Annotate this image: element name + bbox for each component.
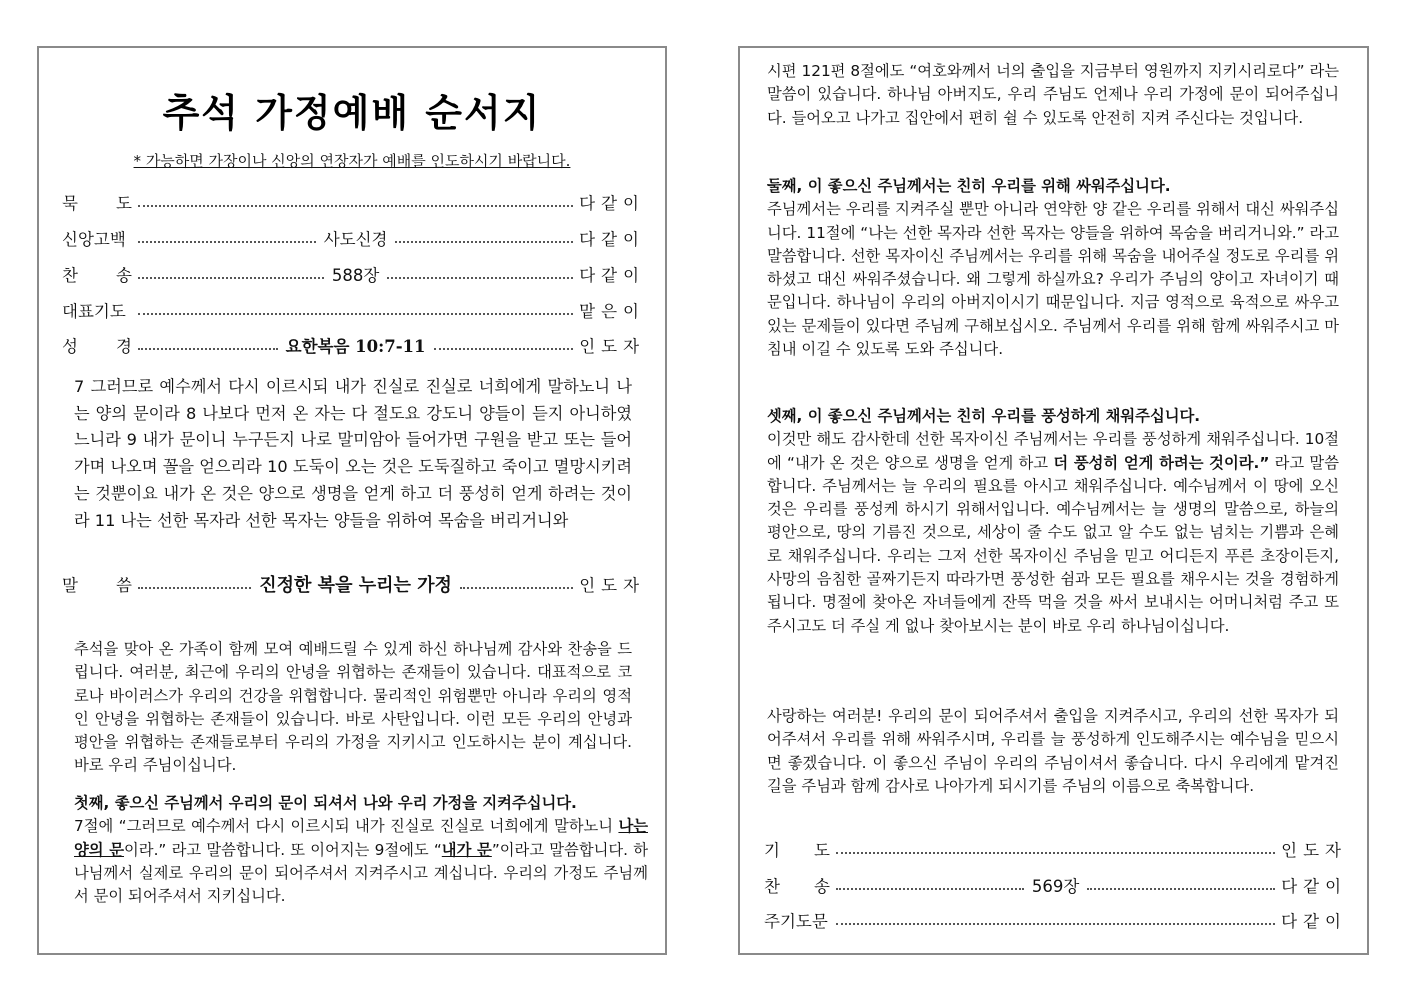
order-row-closing-hymn [764, 876, 1348, 898]
order-leader: 다같이 [579, 266, 646, 285]
instruction-note: * 가능하면 가장이나 신앙의 연장자가 예배를 인도하시기 바랍니다. [133, 152, 571, 170]
point-heading: 둘째, 이 좋으신 주님께서는 친히 우리를 위해 싸워주십니다. [767, 177, 1171, 195]
order-row-scripture [62, 336, 646, 358]
leader-dots [387, 277, 573, 279]
order-label: 찬 송 [764, 877, 830, 896]
leader-dots [434, 348, 574, 350]
order-label: 대표기도 [62, 302, 126, 321]
sermon-point-first: 첫째, 좋으신 주님께서 우리의 문이 되셔서 나와 우리 가정을 지켜주십니다. 7절에 “그러므로 예수께서 다시 이르시되 내가 진실로 진실로 너희에게 말하노니 나는 양의 문이라.” 라고 말씀합니다. 또 이어지는 9절에도 “내가 문”이라고 말씀합니다. 하나님께서 실제로 우리의 문이 되어주셔서 지켜주시고 계십니다. 우리의 가정도 주님께서 문이 되어주셔서 지키십니다. [74, 794, 649, 906]
order-label: 기 도 [764, 841, 830, 860]
order-row-creed [62, 229, 645, 251]
order-leader: 인도자 [1281, 841, 1347, 860]
leader-dots [138, 313, 573, 315]
scripture-text: 7 그러므로 예수께서 다시 이르시되 내가 진실로 진실로 너희에게 말하노니 나는 양의 문이라 8 나보다 먼저 온 자는 다 절도요 강도니 양들이 듣지 아니하였느니라 9 내가 문이니 누구든지 나로 말미암아 들어가면 구원을 받고 또는 들어가며 나오며 꼴을 얻으리라 10 도둑이 오는 것은 도둑질하고 죽이고 멸망시키려는 것뿐이요 내가 온 것은 양으로 생명을 얻게 하고 더 풍성히 얻게 하려는 것이라 11 나는 선한 목자라 선한 목자는 양들을 위하여 목숨을 버리거니와 [74, 377, 632, 530]
order-row-silent-prayer [62, 193, 645, 215]
order-label: 신앙고백 [62, 230, 126, 249]
order-row-representative-prayer [62, 301, 645, 323]
sermon-point-second: 둘째, 이 좋으신 주님께서는 친히 우리를 위해 싸워주십니다. 주님께서는 우리를 지켜주실 뿐만 아니라 연약한 양 같은 우리를 위해서 대신 싸워주십니다. 11절에 “나는 선한 목자라 선한 목자는 양들을 위하여 목숨을 버리거니와.” 라고 말씀합니다. 선한 목자이신 주님께서는 우리를 위해 목숨을 내어주실 정도로 우리를 위하셨고 대신 싸워주셨습니다. 왜 그렇게 하실까요? 우리가 주님의 양이고 자녀이기 때문입니다. 하나님이 우리의 아버지이시기 때문입니다. 지금 영적으로 육적으로 싸우고 있는 문제들이 있다면 주님께 구해보십시오. 주님께서 우리를 위해 함께 싸워주시고 마침내 이길 수 있도록 도와 주십니다. [767, 177, 1339, 359]
page-title: 추석 가정예배 순서지 [162, 91, 542, 135]
leader-dots [138, 587, 251, 589]
sermon-title: 진정한 복을 누리는 가정 [259, 575, 452, 596]
order-leader: 인도자 [579, 576, 646, 595]
sermon-intro: 추석을 맞아 온 가족이 함께 모여 예배드릴 수 있게 하신 하나님께 감사와 찬송을 드립니다. 여러분, 최근에 우리의 안녕을 위협하는 존재들이 있습니다. 대표적으로 코로나 바이러스가 우리의 건강을 위협합니다. 물리적인 위험뿐만 아니라 우리의 영적인 안녕을 위협하는 존재들이 있습니다. 바로 사탄입니다. 이런 모든 우리의 안녕과 평안을 위협하는 존재들로부터 우리의 가정을 지키시고 인도하시는 분이 계십니다. 바로 우리 주님이십니다. [74, 640, 632, 775]
order-row-sermon [62, 575, 646, 597]
leader-dots [460, 587, 573, 589]
order-leader: 다같이 [1281, 877, 1348, 896]
point-heading: 첫째, 좋으신 주님께서 우리의 문이 되셔서 나와 우리 가정을 지켜주십니다. [74, 794, 577, 812]
order-leader: 맡은이 [579, 302, 645, 321]
leader-dots [836, 852, 1275, 854]
order-label: 말 씀 [62, 576, 132, 595]
order-leader: 다같이 [579, 230, 645, 249]
order-row-hymn [62, 265, 646, 287]
order-row-lords-prayer [764, 911, 1347, 933]
order-label: 주기도문 [764, 912, 828, 931]
sermon-continuation: 시편 121편 8절에도 “여호와께서 너의 출입을 지금부터 영원까지 지키시리로다” 라는 말씀이 있습니다. 하나님 아버지도, 우리 주님도 언제나 우리 가정에 문이 되어주십니다. 들어오고 나가고 집안에서 편히 쉴 수 있도록 안전히 지켜 주신다는 것입니다. [767, 62, 1339, 127]
leader-dots [138, 348, 278, 350]
sermon-closing: 사랑하는 여러분! 우리의 문이 되어주셔서 출입을 지켜주시고, 우리의 선한 목자가 되어주셔서 우리를 위해 싸워주시며, 우리를 늘 풍성하게 인도해주시는 예수님을 믿으시면 좋겠습니다. 이 좋으신 주님이 우리의 주님이셔서 좋습니다. 다시 우리에게 맡겨진 길을 주님과 함께 감사로 나아가게 되시기를 주님의 이름으로 축복합니다. [767, 707, 1339, 795]
right-page [738, 46, 1369, 955]
sermon-point-third: 셋째, 이 좋으신 주님께서는 친히 우리를 풍성하게 채워주십니다. 이것만 해도 감사한데 선한 목자이신 주님께서는 우리를 풍성하게 채워주십니다. 10절에 “내가 온 것은 양으로 생명을 얻게 하고 더 풍성히 얻게 하려는 것이라.” 라고 말씀합니다. 주님께서는 늘 우리의 필요를 아시고 채워주십니다. 예수님께서 이 땅에 오신 것은 우리를 풍성케 하시기 위해서입니다. 예수님께서는 늘 생명의 말씀으로, 하늘의 평안으로, 땅의 기름진 것으로, 세상이 줄 수도 없고 알 수도 없는 넘치는 기쁨과 은혜로 채워주십니다. 우리는 그저 선한 목자이신 주님을 믿고 어디든지 푸른 초장이든지, 사망의 음침한 골짜기든지 따라가면 풍성한 쉼과 모든 필요를 채우시는 것을 경험하게 됩니다. 명절에 찾아온 자녀들에게 잔뜩 먹을 것을 싸서 보내시는 어머니처럼 주고 또 주시고도 더 주실 게 없나 찾아보시는 분이 바로 우리 하나님이십니다. [767, 407, 1339, 635]
emphasis: 나는 양의 문 [74, 817, 648, 859]
order-label: 묵 도 [62, 194, 132, 213]
leader-dots [138, 205, 573, 207]
order-row-prayer [764, 840, 1347, 862]
order-label: 성 경 [62, 337, 132, 356]
order-content: 569장 [1031, 877, 1080, 896]
order-content: 588장 [331, 266, 380, 285]
leader-dots [395, 241, 573, 243]
scripture-reference: 요한복음 10:7-11 [285, 337, 426, 356]
leader-dots [836, 923, 1275, 925]
emphasis: 더 풍성히 얻게 하려는 것이라.” [1053, 453, 1270, 472]
order-label: 찬 송 [62, 266, 132, 285]
leader-dots [1087, 888, 1275, 890]
leader-dots [138, 241, 316, 243]
leader-dots [138, 277, 324, 279]
order-leader: 다같이 [1281, 912, 1347, 931]
point-heading: 셋째, 이 좋으신 주님께서는 친히 우리를 풍성하게 채워주십니다. [767, 407, 1201, 425]
order-content: 사도신경 [323, 230, 388, 249]
order-leader: 인도자 [579, 337, 646, 356]
leader-dots [836, 888, 1024, 890]
order-leader: 다같이 [579, 194, 645, 213]
left-page [37, 46, 667, 955]
emphasis: 내가 문 [441, 840, 492, 859]
